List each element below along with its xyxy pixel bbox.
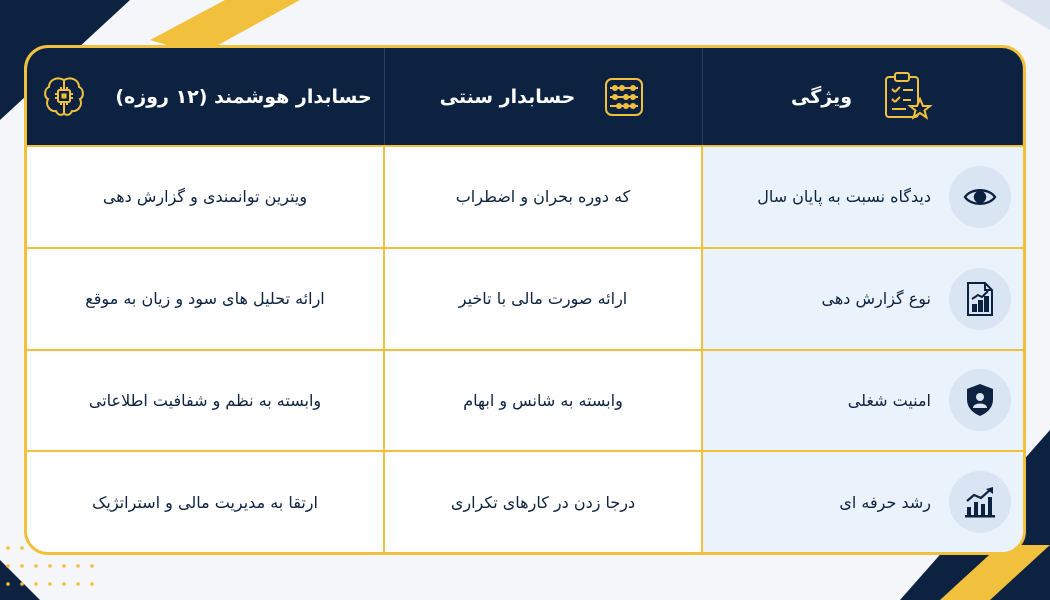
row-2-smart: ارائه تحلیل های سود و زیان به موقع	[27, 247, 385, 349]
header-smart-accountant	[27, 48, 385, 145]
growth-chart-icon	[949, 471, 1011, 533]
header-smart-label: حسابدار هوشمند (۱۲ روزه)	[115, 85, 372, 108]
row-1-traditional: که دوره بحران و اضطراب	[385, 145, 703, 247]
row-3-traditional: وابسته به شانس و ابهام	[385, 349, 703, 451]
header-feature	[703, 48, 1023, 145]
row-4-smart: ارتقا به مدیریت مالی و استراتژیک	[27, 450, 385, 552]
row-4-traditional: درجا زدن در کارهای تکراری	[385, 450, 703, 552]
row-2-feature	[703, 247, 1023, 349]
row-1-smart: ویترین توانمندی و گزارش دهی	[27, 145, 385, 247]
eye-icon	[949, 166, 1011, 228]
row-1-feature	[703, 145, 1023, 247]
row-3-feature-label: امنیت شغلی	[847, 390, 931, 410]
report-chart-icon	[949, 268, 1011, 330]
row-2-traditional: ارائه صورت مالی با تاخیر	[385, 247, 703, 349]
clipboard-star-icon	[878, 69, 934, 125]
row-4-feature	[703, 450, 1023, 552]
header-feature-label: ویژگی	[790, 85, 853, 108]
row-3-feature	[703, 349, 1023, 451]
row-2-feature-label: نوع گزارش دهی	[821, 289, 931, 309]
header-traditional-accountant	[385, 48, 703, 145]
row-4-feature-label: رشد حرفه ای	[839, 492, 931, 512]
row-3-smart: وابسته به نظم و شفافیت اطلاعاتی	[27, 349, 385, 451]
abacus-icon	[601, 74, 647, 120]
comparison-table	[24, 45, 1026, 555]
row-1-feature-label: دیدگاه نسبت به پایان سال	[757, 187, 931, 207]
brain-chip-icon	[39, 72, 89, 122]
shield-user-icon	[949, 369, 1011, 431]
header-traditional-label: حسابدار سنتی	[439, 85, 576, 108]
